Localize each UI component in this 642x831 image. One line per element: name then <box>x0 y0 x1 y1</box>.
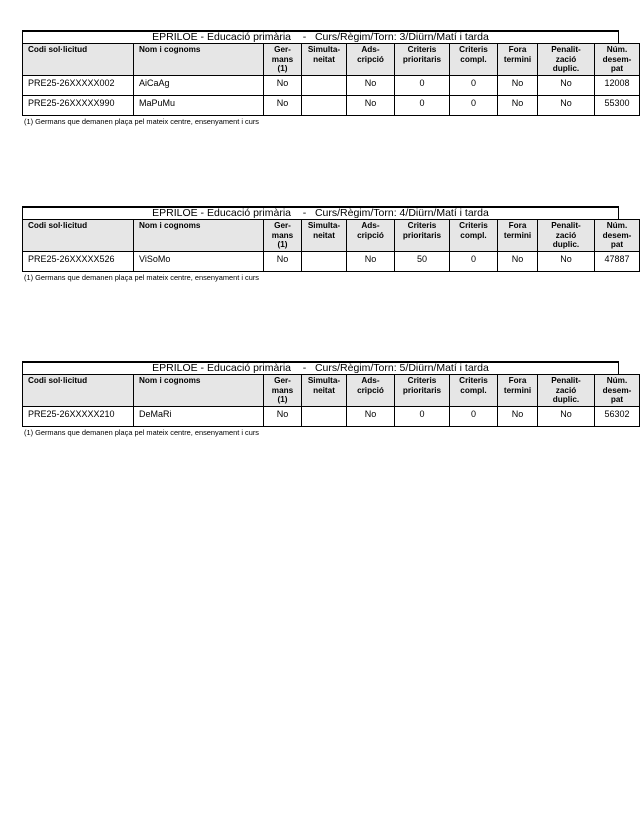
col-simultaneitat: Simulta- neitat <box>302 220 347 252</box>
col-germans: Ger- mans (1) <box>264 375 302 407</box>
cell-germans: No <box>264 252 302 272</box>
group-title <box>22 361 619 374</box>
col-germans: Ger- mans (1) <box>264 44 302 76</box>
cell-criteris-prioritaris: 0 <box>395 407 450 427</box>
col-simultaneitat: Simulta- neitat <box>302 375 347 407</box>
col-fora-termini: Fora termini <box>498 220 538 252</box>
cell-penalitzacio: No <box>538 96 595 116</box>
cell-criteris-prioritaris: 0 <box>395 76 450 96</box>
col-num-desempat: Núm. desem- pat <box>595 375 640 407</box>
footnote: (1) Germans que demanen plaça pel mateix centre, ensenyament i curs <box>24 117 259 126</box>
col-criteris-compl: Criteris compl. <box>450 44 498 76</box>
col-codi: Codi sol·licitud <box>23 44 134 76</box>
cell-germans: No <box>264 76 302 96</box>
title-separator: - <box>302 31 307 43</box>
col-adscripcio: Ads- cripció <box>347 375 395 407</box>
header-row <box>23 44 640 76</box>
cell-penalitzacio: No <box>538 252 595 272</box>
cell-criteris-compl: 0 <box>450 76 498 96</box>
header-row <box>23 375 640 407</box>
col-simultaneitat: Simulta- neitat <box>302 44 347 76</box>
cell-germans: No <box>264 407 302 427</box>
title-main: EPRILOE - Educació primària <box>152 31 292 43</box>
table-row <box>23 76 640 96</box>
cell-adscripcio: No <box>347 252 395 272</box>
col-criteris-compl: Criteris compl. <box>450 220 498 252</box>
group-table-curs-4 <box>22 206 632 282</box>
table-row <box>23 407 640 427</box>
title-separator: - <box>302 207 307 219</box>
header-row <box>23 220 640 252</box>
cell-nom: ViSoMo <box>134 252 264 272</box>
cell-criteris-compl: 0 <box>450 96 498 116</box>
cell-criteris-compl: 0 <box>450 252 498 272</box>
col-num-desempat: Núm. desem- pat <box>595 220 640 252</box>
cell-simultaneitat <box>302 252 347 272</box>
cell-adscripcio: No <box>347 96 395 116</box>
cell-codi: PRE25-26XXXXX990 <box>23 96 134 116</box>
title-course: Curs/Règim/Torn: 4/Diürn/Matí i tarda <box>314 207 489 219</box>
cell-num-desempat: 47887 <box>595 252 640 272</box>
title-separator: - <box>302 362 307 374</box>
col-germans: Ger- mans (1) <box>264 220 302 252</box>
group-title <box>22 30 619 43</box>
cell-penalitzacio: No <box>538 407 595 427</box>
title-course: Curs/Règim/Torn: 5/Diürn/Matí i tarda <box>314 362 489 374</box>
title-course: Curs/Règim/Torn: 3/Diürn/Matí i tarda <box>314 31 489 43</box>
cell-num-desempat: 12008 <box>595 76 640 96</box>
col-criteris-prioritaris: Criteris prioritaris <box>395 44 450 76</box>
col-penalitzacio: Penalit- zació duplic. <box>538 375 595 407</box>
col-fora-termini: Fora termini <box>498 375 538 407</box>
col-nom: Nom i cognoms <box>134 220 264 252</box>
table-row <box>23 96 640 116</box>
cell-criteris-prioritaris: 50 <box>395 252 450 272</box>
col-nom: Nom i cognoms <box>134 375 264 407</box>
col-criteris-compl: Criteris compl. <box>450 375 498 407</box>
results-table <box>22 43 640 116</box>
cell-codi: PRE25-26XXXXX526 <box>23 252 134 272</box>
col-nom: Nom i cognoms <box>134 44 264 76</box>
col-fora-termini: Fora termini <box>498 44 538 76</box>
cell-adscripcio: No <box>347 76 395 96</box>
title-main: EPRILOE - Educació primària <box>152 362 292 374</box>
cell-codi: PRE25-26XXXXX210 <box>23 407 134 427</box>
cell-adscripcio: No <box>347 407 395 427</box>
results-table <box>22 374 640 427</box>
group-table-curs-3 <box>22 30 632 126</box>
cell-simultaneitat <box>302 407 347 427</box>
cell-simultaneitat <box>302 96 347 116</box>
col-penalitzacio: Penalit- zació duplic. <box>538 220 595 252</box>
cell-codi: PRE25-26XXXXX002 <box>23 76 134 96</box>
cell-fora-termini: No <box>498 96 538 116</box>
results-table <box>22 219 640 272</box>
col-adscripcio: Ads- cripció <box>347 44 395 76</box>
col-codi: Codi sol·licitud <box>23 220 134 252</box>
cell-num-desempat: 56302 <box>595 407 640 427</box>
cell-germans: No <box>264 96 302 116</box>
footnote: (1) Germans que demanen plaça pel mateix centre, ensenyament i curs <box>24 273 259 282</box>
col-num-desempat: Núm. desem- pat <box>595 44 640 76</box>
table-row <box>23 252 640 272</box>
col-criteris-prioritaris: Criteris prioritaris <box>395 220 450 252</box>
cell-criteris-prioritaris: 0 <box>395 96 450 116</box>
cell-criteris-compl: 0 <box>450 407 498 427</box>
col-codi: Codi sol·licitud <box>23 375 134 407</box>
col-criteris-prioritaris: Criteris prioritaris <box>395 375 450 407</box>
col-adscripcio: Ads- cripció <box>347 220 395 252</box>
cell-nom: MaPuMu <box>134 96 264 116</box>
cell-penalitzacio: No <box>538 76 595 96</box>
cell-fora-termini: No <box>498 76 538 96</box>
cell-simultaneitat <box>302 76 347 96</box>
cell-nom: AiCaAg <box>134 76 264 96</box>
footnote: (1) Germans que demanen plaça pel mateix centre, ensenyament i curs <box>24 428 259 437</box>
cell-num-desempat: 55300 <box>595 96 640 116</box>
group-table-curs-5 <box>22 361 632 437</box>
col-penalitzacio: Penalit- zació duplic. <box>538 44 595 76</box>
title-main: EPRILOE - Educació primària <box>152 207 292 219</box>
cell-fora-termini: No <box>498 407 538 427</box>
group-title <box>22 206 619 219</box>
cell-nom: DeMaRi <box>134 407 264 427</box>
cell-fora-termini: No <box>498 252 538 272</box>
